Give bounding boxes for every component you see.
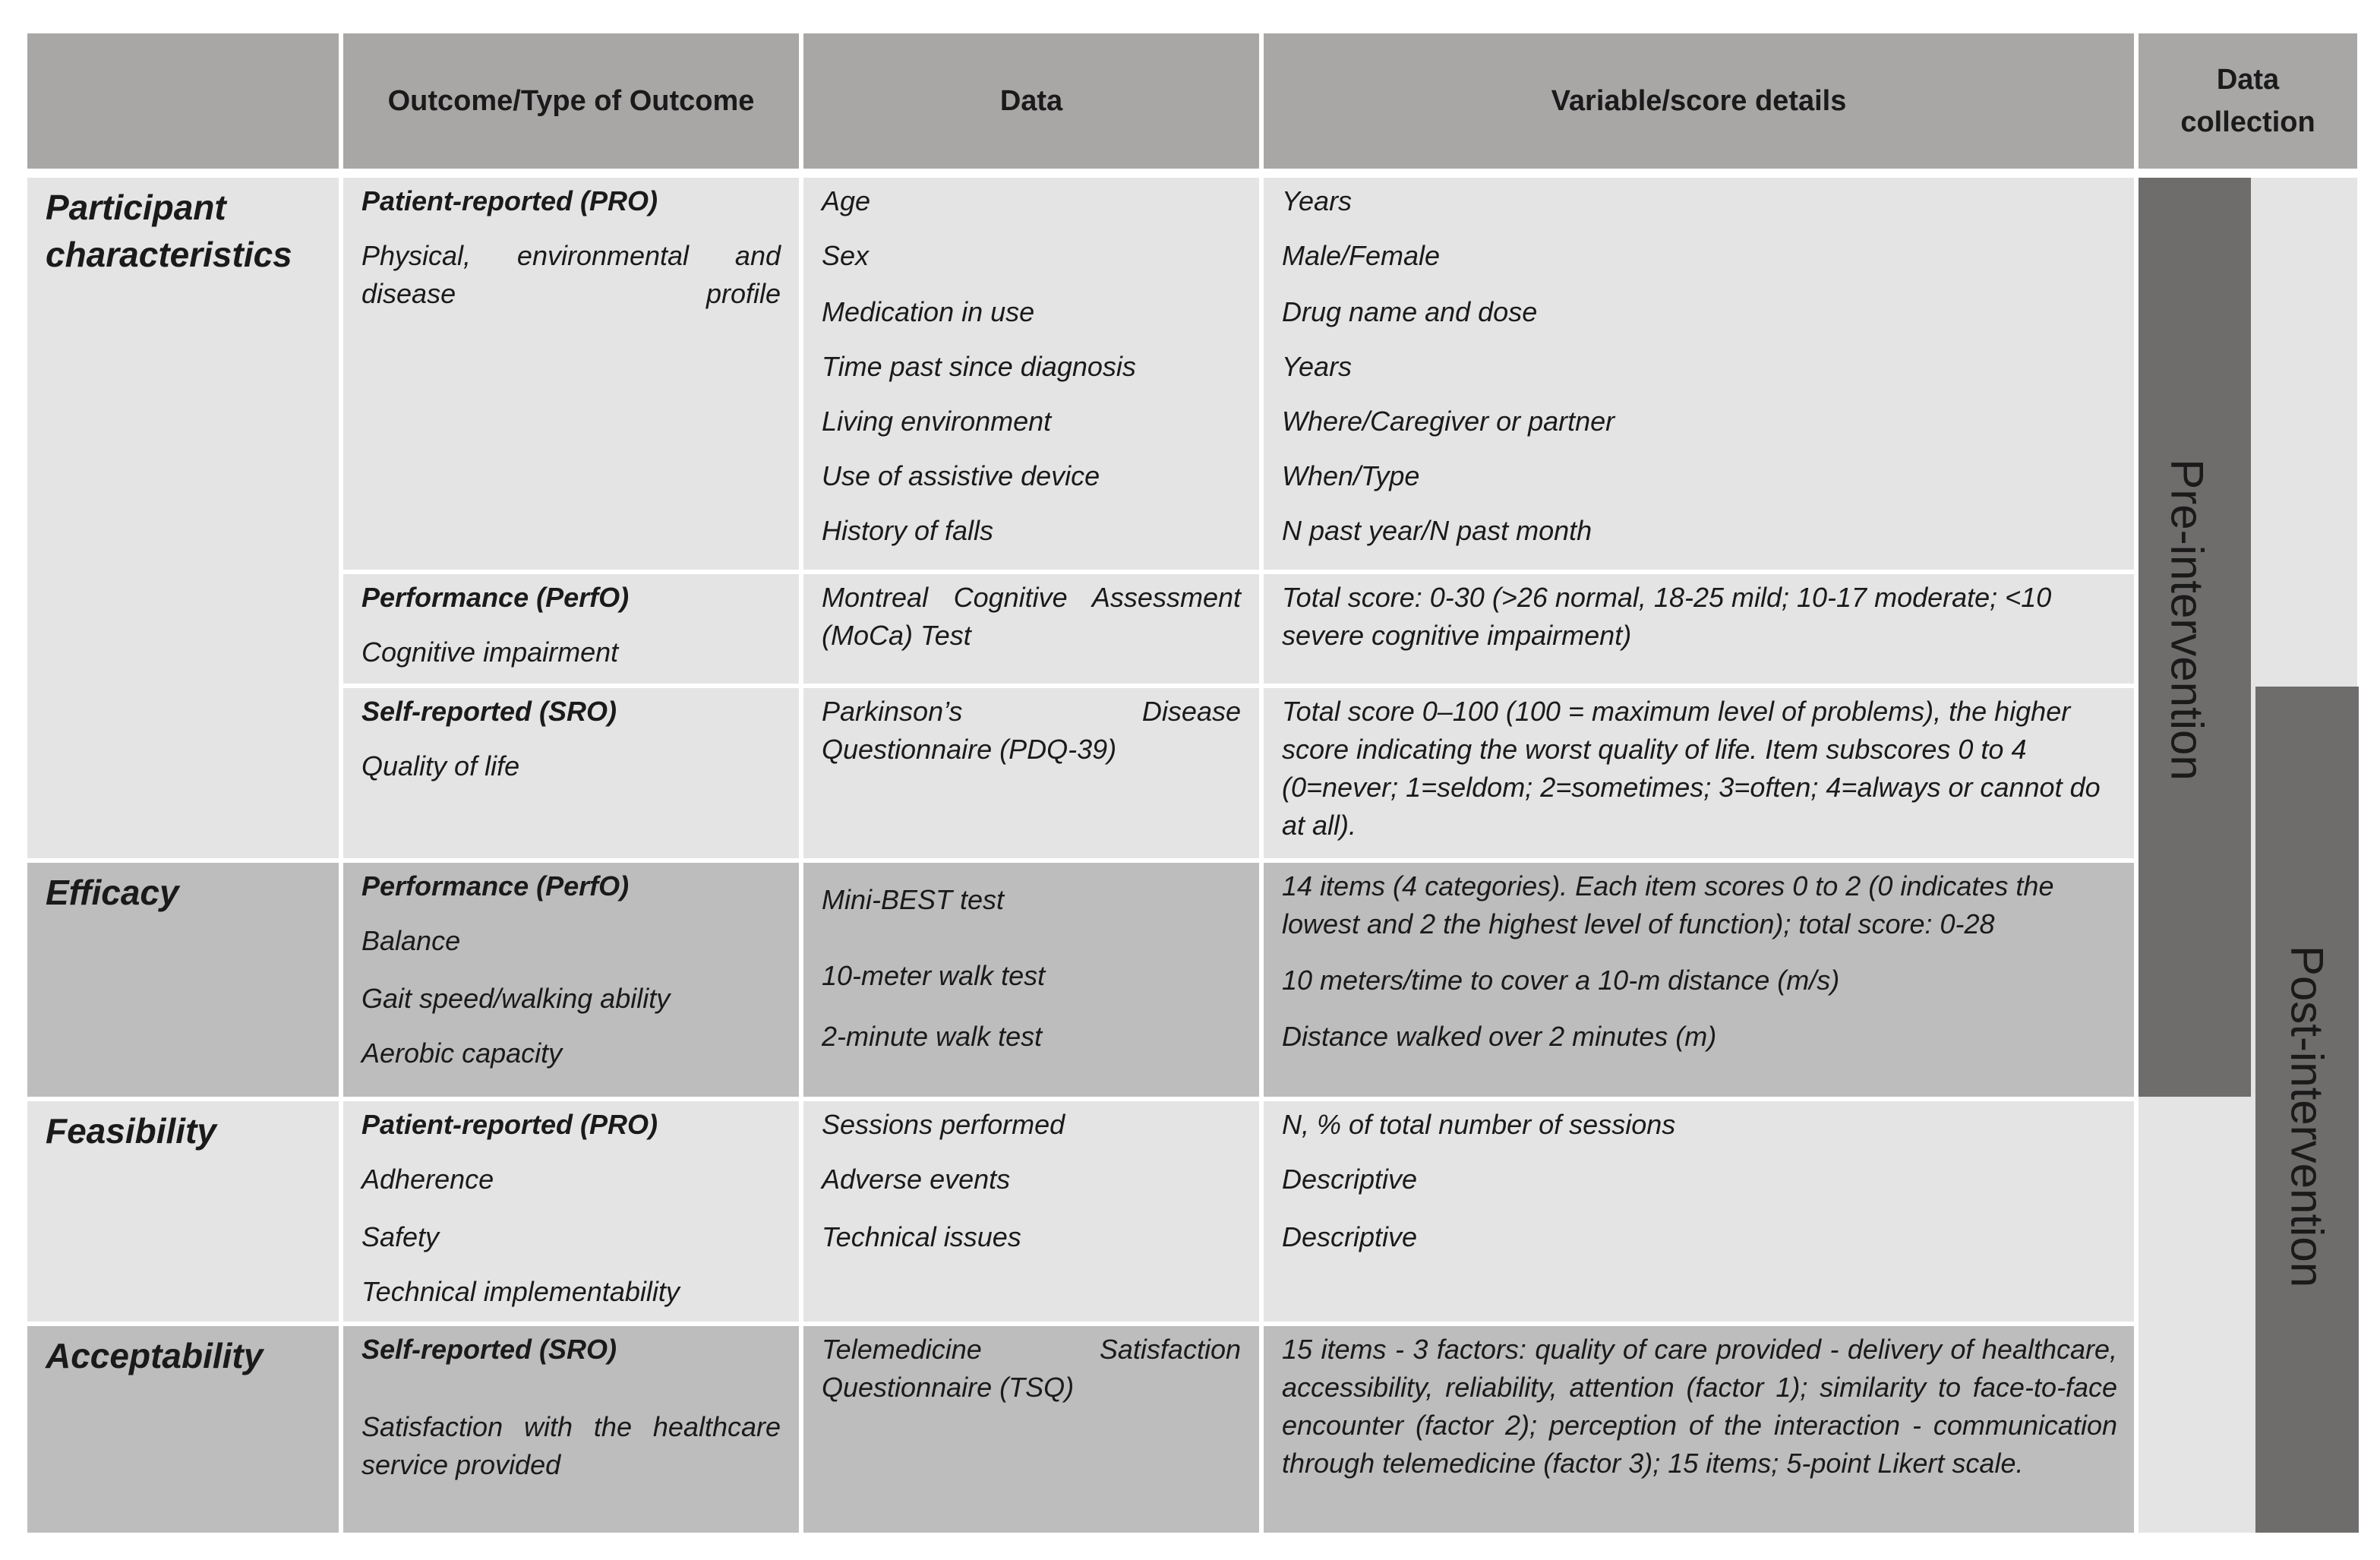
participant-sro-type: Self-reported (SRO) xyxy=(361,696,617,727)
efficacy-data-10mwt: 10-meter walk test xyxy=(822,960,1046,991)
efficacy-data-minibest: Mini-BEST test xyxy=(822,884,1005,915)
efficacy-category-cell xyxy=(27,863,339,1097)
participant-pro-details-cell xyxy=(1264,178,2134,570)
data-living-environment: Living environment xyxy=(822,406,1052,437)
data-history-of-falls: History of falls xyxy=(822,515,994,546)
detail-medication: Drug name and dose xyxy=(1282,296,1538,327)
acceptability-data-cell xyxy=(803,1326,1259,1533)
detail-history-of-falls: N past year/N past month xyxy=(1282,515,1592,546)
data-age: Age xyxy=(822,185,871,216)
detail-living-environment: Where/Caregiver or partner xyxy=(1282,406,1615,437)
participant-sro-details-cell xyxy=(1264,688,2134,858)
detail-sex: Male/Female xyxy=(1282,240,1441,271)
pre-intervention-label: Pre-intervention xyxy=(2161,459,2213,781)
acceptability-outcome-cell xyxy=(343,1326,799,1533)
feasibility-category: Feasibility xyxy=(46,1111,216,1151)
feasibility-data-adverse: Adverse events xyxy=(822,1164,1011,1195)
feasibility-outcome-technical: Technical implementability xyxy=(361,1276,680,1307)
data-time-since-diagnosis: Time past since diagnosis xyxy=(822,351,1136,382)
efficacy-details-cell xyxy=(1264,863,2134,1097)
participant-sro-outcome-cell xyxy=(343,688,799,858)
participant-pro-type: Patient-reported (PRO) xyxy=(361,185,658,216)
header-blank xyxy=(27,33,339,169)
header-outcome: Outcome/Type of Outcome xyxy=(343,33,799,169)
feasibility-data-sessions: Sessions performed xyxy=(822,1109,1065,1140)
acceptability-data: Telemedicine Satisfaction Questionnaire (TSQ) xyxy=(822,1334,1241,1403)
participant-perfo-type: Performance (PerfO) xyxy=(361,582,630,613)
data-medication: Medication in use xyxy=(822,296,1035,327)
participant-perfo-data-cell xyxy=(803,574,1259,684)
participant-pro-outcome: Physical, environmental and disease profile xyxy=(361,240,781,309)
efficacy-type: Performance (PerfO) xyxy=(361,870,630,902)
participant-perfo-outcome-cell xyxy=(343,574,799,684)
feasibility-type: Patient-reported (PRO) xyxy=(361,1109,658,1140)
header-data: Data xyxy=(803,33,1259,169)
participant-perfo-details-cell xyxy=(1264,574,2134,684)
acceptability-category-cell xyxy=(27,1326,339,1533)
participant-pro-outcome-cell xyxy=(343,178,799,570)
efficacy-data-2mwt: 2-minute walk test xyxy=(822,1021,1043,1052)
participant-category-cell xyxy=(27,178,339,858)
efficacy-detail-minibest: 14 items (4 categories). Each item scores 0 to 2 (0 indicates the lowest and 2 the highest level of function); total score: 0-28 xyxy=(1282,870,2054,939)
efficacy-category: Efficacy xyxy=(46,873,179,912)
participant-sro-details: Total score 0–100 (100 = maximum level of problems), the higher score indicating the worst quality of life. Item subscores 0 to 4 (0=never; 1=seldom; 2=sometimes; 3=often; 4=always or cannot do at all). xyxy=(1282,696,2101,841)
participant-sro-outcome: Quality of life xyxy=(361,750,520,782)
participant-pro-data-cell xyxy=(803,178,1259,570)
data-assistive-device: Use of assistive device xyxy=(822,460,1100,491)
header-variable: Variable/score details xyxy=(1264,33,2134,169)
acceptability-outcome: Satisfaction with the healthcare service provided xyxy=(361,1411,781,1480)
feasibility-category-cell xyxy=(27,1101,339,1322)
efficacy-outcome-balance: Balance xyxy=(361,925,461,956)
header-data-collection: Data collection xyxy=(2139,33,2357,169)
feasibility-data-technical: Technical issues xyxy=(822,1221,1021,1252)
feasibility-data-cell xyxy=(803,1101,1259,1322)
feasibility-detail-sessions: N, % of total number of sessions xyxy=(1282,1109,1676,1140)
participant-sro-data-cell xyxy=(803,688,1259,858)
feasibility-detail-adverse: Descriptive xyxy=(1282,1164,1418,1195)
data-sex: Sex xyxy=(822,240,870,271)
participant-perfo-details: Total score: 0-30 (>26 normal, 18-25 mild; 10-17 moderate; <10 severe cognitive impairment) xyxy=(1282,582,2052,651)
feasibility-outcome-cell xyxy=(343,1101,799,1322)
detail-time-since-diagnosis: Years xyxy=(1282,351,1353,382)
efficacy-outcome-cell xyxy=(343,863,799,1097)
acceptability-category: Acceptability xyxy=(46,1336,264,1375)
detail-assistive-device: When/Type xyxy=(1282,460,1420,491)
efficacy-outcome-gait: Gait speed/walking ability xyxy=(361,983,671,1014)
efficacy-detail-10mwt: 10 meters/time to cover a 10-m distance (m/s) xyxy=(1282,965,1840,996)
efficacy-data-cell xyxy=(803,863,1259,1097)
acceptability-details-cell xyxy=(1264,1326,2134,1533)
acceptability-type: Self-reported (SRO) xyxy=(361,1334,617,1365)
post-intervention-label: Post-intervention xyxy=(2281,945,2333,1288)
feasibility-details-cell xyxy=(1264,1101,2134,1322)
participant-sro-data: Parkinson’s Disease Questionnaire (PDQ-39) xyxy=(822,696,1241,765)
feasibility-detail-technical: Descriptive xyxy=(1282,1221,1418,1252)
feasibility-outcome-adherence: Adherence xyxy=(361,1164,494,1195)
participant-perfo-data: Montreal Cognitive Assessment (MoCa) Test xyxy=(822,582,1241,651)
detail-age: Years xyxy=(1282,185,1353,216)
participant-perfo-outcome: Cognitive impairment xyxy=(361,636,619,668)
feasibility-outcome-safety: Safety xyxy=(361,1221,440,1252)
efficacy-outcome-aerobic: Aerobic capacity xyxy=(361,1037,563,1069)
efficacy-detail-2mwt: Distance walked over 2 minutes (m) xyxy=(1282,1021,1717,1052)
acceptability-details: 15 items - 3 factors: quality of care provided - delivery of healthcare, accessibility, reliability, attention (factor 1); similarity to face-to-face encounter (factor 2); perception of the interaction - communication through telemedicine (factor 3); 15 items; 5-point Likert scale. xyxy=(1282,1334,2117,1479)
participant-category: Participant characteristics xyxy=(46,188,292,274)
